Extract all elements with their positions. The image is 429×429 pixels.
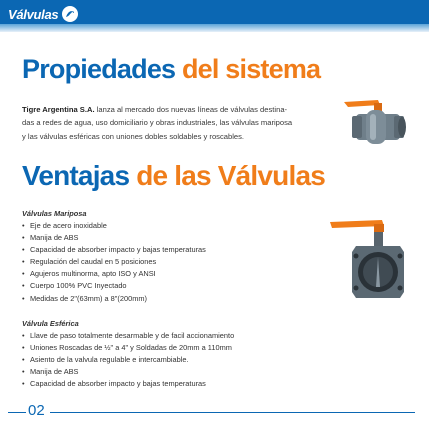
list-item: • Manija de ABS (22, 366, 342, 378)
title-propiedades-part2: del sistema (181, 54, 321, 84)
list-item: • Cuerpo 100% PVC Inyectado (22, 280, 342, 292)
list-item: • Agujeros multinorma, apto ISO y ANSI (22, 268, 342, 280)
valvulas-mariposa-section (22, 208, 342, 305)
list-item: • Capacidad de absorber impacto y bajas temperaturas (22, 244, 342, 256)
intro-company: Tigre Argentina S.A. (22, 105, 95, 114)
footer-rule-left (8, 412, 26, 413)
title-propiedades-part1: Propiedades (22, 54, 176, 84)
title-ventajas (22, 160, 325, 192)
list-item: • Uniones Roscadas de ½" a 4" y Soldadas de 20mm a 110mm (22, 342, 342, 354)
footer-rule-right (50, 412, 415, 413)
intro-line-1: lanza al mercado dos nuevas líneas de válvulas destina- (94, 105, 288, 114)
title-ventajas-part2: de las Válvulas (136, 160, 326, 191)
valvulas-mariposa-list (22, 220, 342, 305)
list-item: • Medidas de 2"(63mm) a 8"(200mm) (22, 293, 342, 305)
brand-text: Válvulas (8, 6, 59, 22)
valvula-esferica-list (22, 330, 342, 390)
intro-line-2: das a redes de agua, uso domiciliario y obras industriales, las válvulas mariposa (22, 118, 293, 128)
list-item: • Manija de ABS (22, 232, 342, 244)
list-item: • Eje de acero inoxidable (22, 220, 342, 232)
list-item: • Asiento de la valvula regulable e intercambiable. (22, 354, 342, 366)
header-bar (0, 0, 429, 30)
page-number: 02 (28, 402, 45, 419)
intro-line-3: y las válvulas esféricas con uniones dobles soldables y roscables. (22, 131, 245, 141)
ball-valve-image (338, 94, 408, 154)
title-ventajas-part1: Ventajas (22, 160, 130, 191)
valvulas-mariposa-title: Válvulas Mariposa (22, 209, 87, 218)
valvula-esferica-section (22, 318, 342, 390)
brand (8, 4, 78, 24)
title-propiedades (22, 54, 320, 85)
butterfly-valve-image (326, 216, 408, 302)
list-item: • Llave de paso totalmente desarmable y de facil accionamiento (22, 330, 342, 342)
header-swoosh (0, 24, 429, 32)
tigre-logo-icon (62, 6, 78, 22)
list-item: • Capacidad de absorber impacto y bajas temperaturas (22, 378, 342, 390)
intro-paragraph (22, 103, 334, 143)
list-item: • Regulación del caudal en 5 posiciones (22, 256, 342, 268)
valvula-esferica-title: Válvula Esférica (22, 319, 79, 328)
